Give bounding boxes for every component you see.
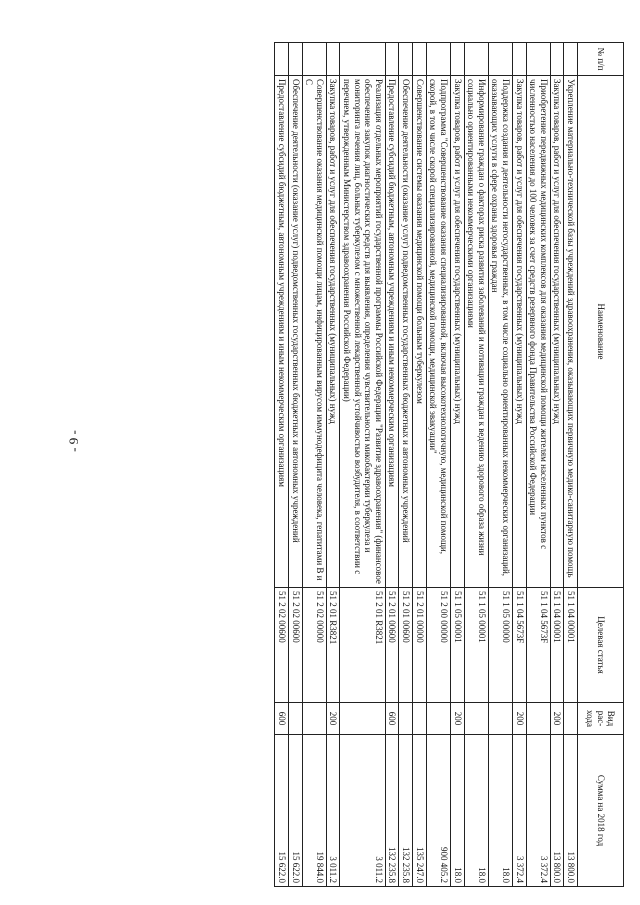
cell-vid <box>488 703 512 735</box>
cell-vid <box>526 703 550 735</box>
cell-sum: 132 235.8 <box>399 735 413 887</box>
cell-sum: 900 405.2 <box>426 735 450 887</box>
cell-name: Предоставление субсидий бюджетным, автономным учреждениям и иным некоммерческим организациям <box>275 76 289 588</box>
cell-code: 51 1 04 5673F <box>512 588 526 703</box>
cell-name: Совершенствование оказания медицинской помощи лицам, инфицированным вирусом иммунодефицита человека, гепатитами В и С <box>302 76 326 588</box>
table-row <box>385 43 399 887</box>
cell-num <box>275 43 289 76</box>
cell-code: 51 2 01 00000 <box>413 588 427 703</box>
table-row <box>288 43 302 887</box>
table-row <box>413 43 427 887</box>
cell-code: 51 2 00 00000 <box>426 588 450 703</box>
cell-num <box>464 43 488 76</box>
cell-num <box>426 43 450 76</box>
cell-sum: 3 011.2 <box>340 735 385 887</box>
cell-sum: 18.0 <box>450 735 464 887</box>
header-num: № п/п <box>578 43 624 76</box>
header-vid: Вид рас- хода <box>578 703 624 735</box>
cell-name: Обеспечение деятельности (оказание услуг) подведомственных государственных бюджетных и автономных учреждений <box>288 76 302 588</box>
table-row <box>426 43 450 887</box>
cell-name: Закупка товаров, работ и услуг для обеспечения государственных (муниципальных) нужд <box>326 76 340 588</box>
cell-name: Укрепление материально-технической базы учреждений здравоохранения, оказывающих первичную медико-санитарную помощь <box>564 76 578 588</box>
cell-vid: 200 <box>450 703 464 735</box>
table-row <box>464 43 488 887</box>
page-number: - 9 - <box>66 430 81 452</box>
budget-table-wrapper <box>274 42 624 886</box>
cell-vid <box>340 703 385 735</box>
cell-sum: 3 372.4 <box>512 735 526 887</box>
cell-code: 51 2 02 00600 <box>275 588 289 703</box>
cell-num <box>288 43 302 76</box>
cell-vid: 200 <box>550 703 564 735</box>
cell-code: 51 2 01 R3821 <box>340 588 385 703</box>
cell-num <box>512 43 526 76</box>
cell-sum: 13 800.0 <box>564 735 578 887</box>
cell-vid <box>302 703 326 735</box>
cell-sum: 15 622.0 <box>288 735 302 887</box>
cell-vid <box>426 703 450 735</box>
cell-code: 51 2 02 00600 <box>288 588 302 703</box>
cell-code: 51 1 05 00000 <box>488 588 512 703</box>
cell-name: Закупка товаров, работ и услуг для обеспечения государственных (муниципальных) нужд <box>512 76 526 588</box>
cell-name: Реализация отдельных мероприятий государственной программы Российской Федерации "Развитие здравоохранения" (финансовое обеспечение закупок диагностических средств для выявления, определения чувствительности микобактерии туберкулеза и мониторинга лечения лиц, больных туберкулезом с множественной лекарственной устойчивостью возбудителя, в соответствии с перечнем, утвержденным Министерством здравоохранения Российской Федерации) <box>340 76 385 588</box>
cell-num <box>340 43 385 76</box>
cell-code: 51 1 04 00001 <box>550 588 564 703</box>
cell-sum: 3 011.2 <box>326 735 340 887</box>
cell-sum: 3 372.4 <box>526 735 550 887</box>
table-row <box>275 43 289 887</box>
cell-code: 51 2 02 00000 <box>302 588 326 703</box>
cell-num <box>385 43 399 76</box>
table-row <box>526 43 550 887</box>
cell-num <box>399 43 413 76</box>
cell-name: Приобретение передвижных медицинских комплексов для оказания медицинской помощи жителям населенных пунктов с численностью населения до 100 человек за счет средств резервного фонда Правительства Российской Федерации <box>526 76 550 588</box>
table-row <box>488 43 512 887</box>
cell-code: 51 2 01 00600 <box>385 588 399 703</box>
table-row <box>450 43 464 887</box>
cell-num <box>413 43 427 76</box>
cell-name: Закупка товаров, работ и услуг для обеспечения государственных (муниципальных) нужд <box>550 76 564 588</box>
cell-name: Закупка товаров, работ и услуг для обеспечения государственных (муниципальных) нужд <box>450 76 464 588</box>
cell-name: Информирование граждан о факторах риска развития заболеваний и мотивации граждан к ведению здорового образа жизни социально ориентированными некоммерческими организациями <box>464 76 488 588</box>
cell-num <box>564 43 578 76</box>
cell-code: 51 1 05 00001 <box>450 588 464 703</box>
cell-sum: 15 622.0 <box>275 735 289 887</box>
cell-name: Совершенствование системы оказания медицинской помощи больным туберкулезом <box>413 76 427 588</box>
cell-num <box>302 43 326 76</box>
cell-name: Предоставление субсидий бюджетным, автономным учреждениям и иным некоммерческим организациям <box>385 76 399 588</box>
cell-num <box>526 43 550 76</box>
table-row <box>512 43 526 887</box>
cell-code: 51 2 01 00600 <box>399 588 413 703</box>
cell-num <box>550 43 564 76</box>
header-sum: Сумма на 2018 год <box>578 735 624 887</box>
table-row <box>550 43 564 887</box>
cell-name: Подпрограмма "Совершенствование оказания специализированной, включая высокотехнологичную, медицинской помощи, скорой, в том числе скорой специализированной, медицинской помощи, медицинской эвакуации" <box>426 76 450 588</box>
cell-num <box>326 43 340 76</box>
cell-vid <box>564 703 578 735</box>
cell-name: Поддержка создания и деятельности негосударственных, в том числе социально ориентированных некоммерческих организаций, оказывающих услуги в сфере охраны здоровья граждан <box>488 76 512 588</box>
table-row <box>399 43 413 887</box>
cell-vid <box>399 703 413 735</box>
header-name: Наименование <box>578 76 624 588</box>
cell-sum: 18.0 <box>464 735 488 887</box>
cell-code: 51 1 05 00001 <box>464 588 488 703</box>
cell-code: 51 1 04 5673F <box>526 588 550 703</box>
header-code: Целевая статья <box>578 588 624 703</box>
cell-vid: 600 <box>275 703 289 735</box>
table-row <box>302 43 326 887</box>
cell-code: 51 2 01 R3821 <box>326 588 340 703</box>
cell-vid: 200 <box>512 703 526 735</box>
budget-table <box>274 42 624 887</box>
cell-num <box>488 43 512 76</box>
cell-vid <box>413 703 427 735</box>
cell-vid: 600 <box>385 703 399 735</box>
cell-vid: 200 <box>326 703 340 735</box>
table-row <box>326 43 340 887</box>
table-row <box>564 43 578 887</box>
cell-name: Обеспечение деятельности (оказание услуг) подведомственных государственных бюджетных и автономных учреждений <box>399 76 413 588</box>
cell-sum: 132 235.8 <box>385 735 399 887</box>
cell-vid <box>288 703 302 735</box>
table-row <box>340 43 385 887</box>
cell-sum: 135 247.0 <box>413 735 427 887</box>
cell-vid <box>464 703 488 735</box>
cell-code: 51 1 04 00001 <box>564 588 578 703</box>
cell-num <box>450 43 464 76</box>
cell-sum: 18.0 <box>488 735 512 887</box>
table-header-row <box>578 43 624 887</box>
cell-sum: 13 800.0 <box>550 735 564 887</box>
cell-sum: 19 844.0 <box>302 735 326 887</box>
